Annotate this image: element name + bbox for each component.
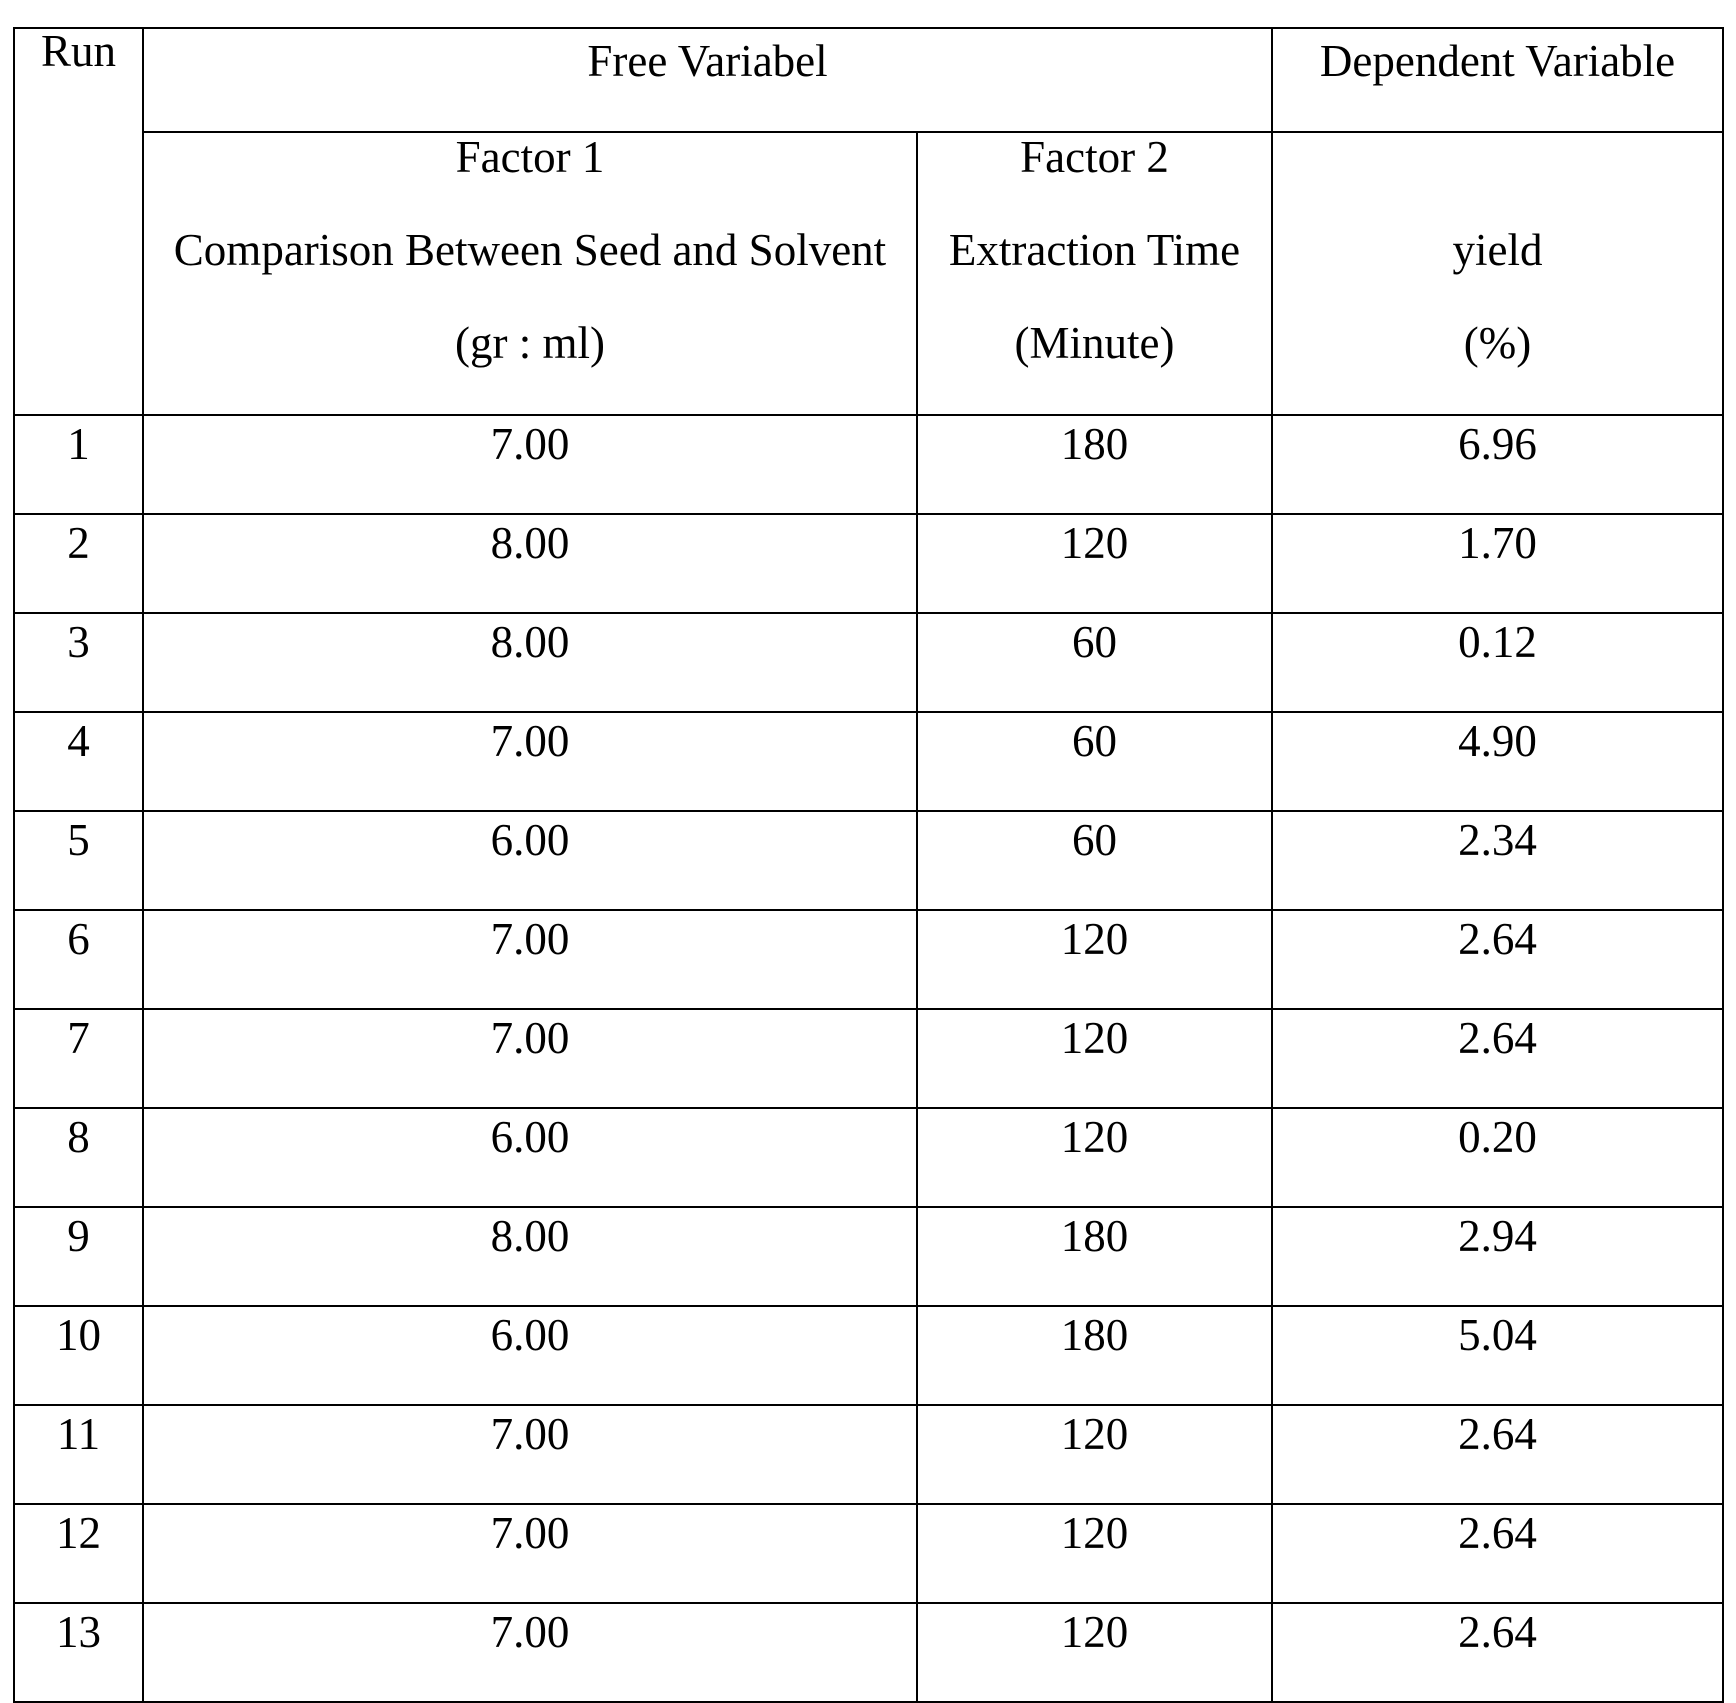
dependent-variable-header [1272,28,1723,132]
response-header [1272,132,1723,415]
factor1-cell: 7.00 [143,1405,917,1504]
run-cell: 9 [14,1207,143,1306]
yield-cell: 0.12 [1272,613,1723,712]
yield-cell: 1.70 [1272,514,1723,613]
table-row [14,1603,1723,1702]
factor1-cell: 6.00 [143,1306,917,1405]
factor1-cell: 8.00 [143,514,917,613]
free-variable-header [143,28,1272,132]
response-name: yield [1452,225,1543,275]
factor1-cell: 8.00 [143,1207,917,1306]
factor1-name: Comparison Between Seed and Solvent [173,225,887,275]
run-cell: 8 [14,1108,143,1207]
table-row [14,910,1723,1009]
factor2-cell: 60 [917,811,1272,910]
table-row [14,1207,1723,1306]
run-header-label: Run [40,28,116,76]
factor1-unit: (gr : ml) [455,318,605,368]
header-row-top [14,28,1723,132]
factor2-cell: 180 [917,1207,1272,1306]
run-cell: 4 [14,712,143,811]
yield-cell: 4.90 [1272,712,1723,811]
yield-cell: 2.64 [1272,910,1723,1009]
yield-cell: 2.34 [1272,811,1723,910]
factor1-header [143,132,917,415]
factor1-cell: 6.00 [143,1108,917,1207]
table-row [14,811,1723,910]
run-cell: 13 [14,1603,143,1702]
factor2-cell: 120 [917,1108,1272,1207]
run-cell: 12 [14,1504,143,1603]
run-cell: 2 [14,514,143,613]
factor2-cell: 120 [917,910,1272,1009]
header-row-factors [14,132,1723,415]
run-cell: 6 [14,910,143,1009]
factor2-cell: 120 [917,514,1272,613]
run-cell: 1 [14,415,143,514]
table-row [14,1504,1723,1603]
run-cell: 5 [14,811,143,910]
factor1-label: Factor 1 [455,132,605,182]
yield-cell: 2.64 [1272,1405,1723,1504]
factor2-label: Factor 2 [1020,132,1169,182]
factor1-cell: 7.00 [143,1504,917,1603]
dependent-variable-label: Dependent Variable [1319,36,1676,86]
factor1-cell: 6.00 [143,811,917,910]
table-row [14,1009,1723,1108]
table-row [14,1405,1723,1504]
response-unit: (%) [1463,318,1532,368]
yield-cell: 6.96 [1272,415,1723,514]
run-cell: 7 [14,1009,143,1108]
factor1-cell: 7.00 [143,712,917,811]
factor1-cell: 7.00 [143,415,917,514]
factor2-name: Extraction Time [948,225,1241,275]
table-row [14,514,1723,613]
factor2-cell: 60 [917,613,1272,712]
yield-cell: 0.20 [1272,1108,1723,1207]
yield-cell: 2.64 [1272,1603,1723,1702]
run-cell: 3 [14,613,143,712]
factor2-cell: 180 [917,415,1272,514]
factor2-header [917,132,1272,415]
yield-cell: 2.64 [1272,1009,1723,1108]
factor1-cell: 7.00 [143,910,917,1009]
yield-cell: 2.64 [1272,1504,1723,1603]
table-row [14,1108,1723,1207]
factor1-cell: 7.00 [143,1603,917,1702]
run-cell: 10 [14,1306,143,1405]
factor1-cell: 8.00 [143,613,917,712]
factor2-cell: 120 [917,1405,1272,1504]
experiment-design-table [13,27,1724,1703]
factor2-cell: 120 [917,1603,1272,1702]
table-row [14,613,1723,712]
factor2-cell: 120 [917,1009,1272,1108]
factor2-unit: (Minute) [1014,318,1175,368]
factor2-cell: 60 [917,712,1272,811]
run-header [14,28,143,415]
free-variable-label: Free Variabel [587,36,828,86]
factor2-cell: 120 [917,1504,1272,1603]
factor1-cell: 7.00 [143,1009,917,1108]
table-row [14,712,1723,811]
yield-cell: 5.04 [1272,1306,1723,1405]
table-row [14,1306,1723,1405]
yield-cell: 2.94 [1272,1207,1723,1306]
run-cell: 11 [14,1405,143,1504]
factor2-cell: 180 [917,1306,1272,1405]
table-row [14,415,1723,514]
